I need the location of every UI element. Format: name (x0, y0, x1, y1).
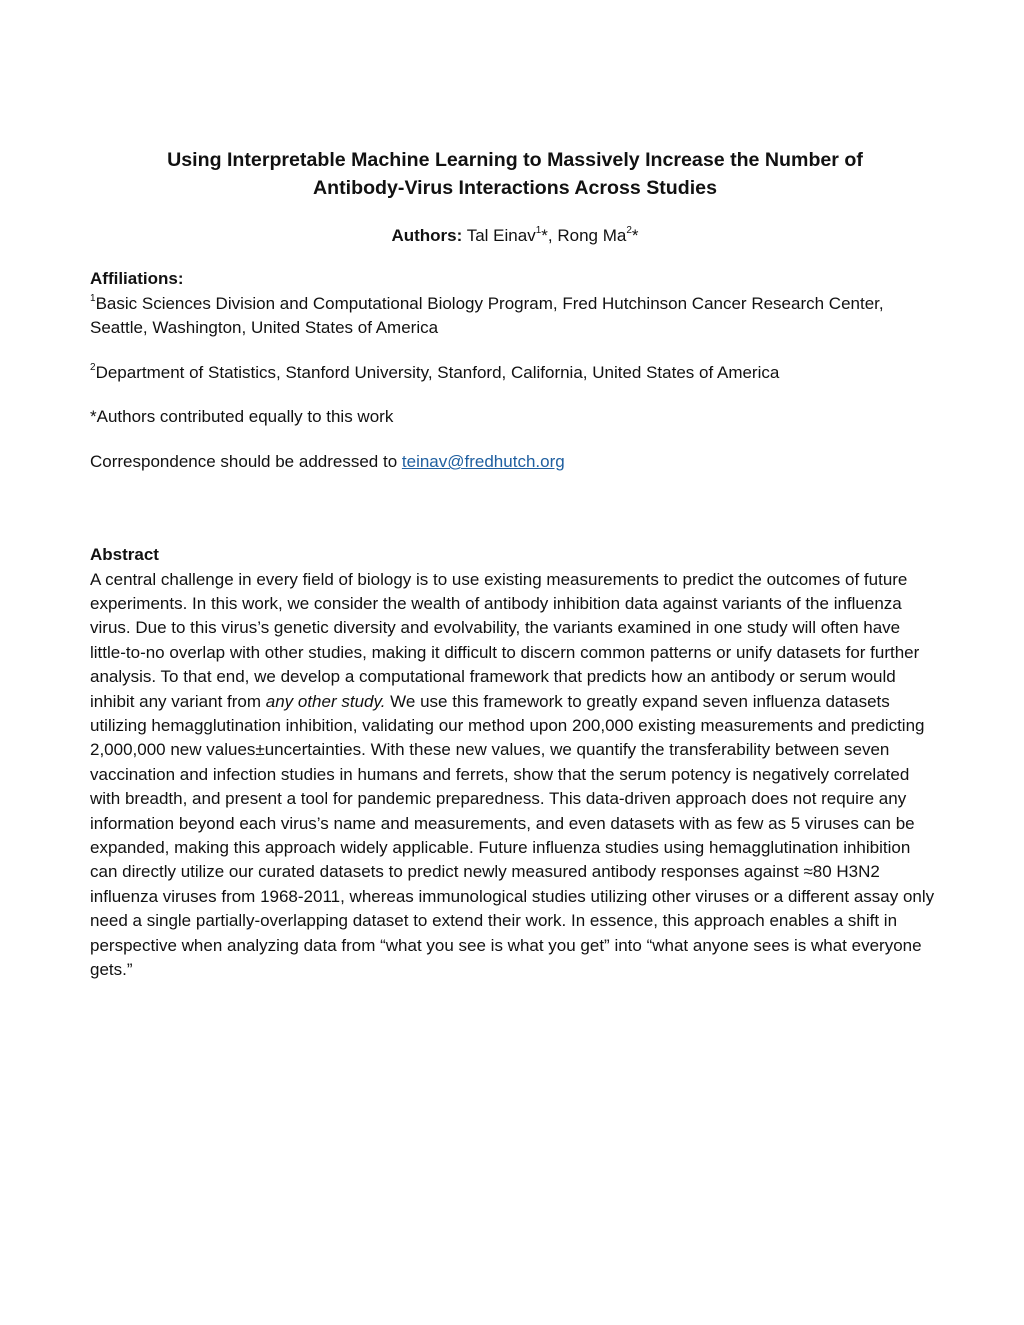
correspondence-email-link[interactable]: teinav@fredhutch.org (401, 452, 565, 471)
abstract-section (90, 543, 940, 983)
correspondence-line (90, 450, 940, 475)
correspondence-text: Correspondence should be addressed to (90, 452, 402, 471)
affiliation-1 (90, 294, 884, 338)
affiliation-2-text: Department of Statistics, Stanford University, Stanford, California, United States of America (95, 363, 780, 382)
author-1-affiliation: 1 (535, 225, 542, 237)
abstract-part-1: A central challenge in every field of biology is to use existing measurements to predict the outcomes of future experiments. In this work, we consider the wealth of antibody inhibition data against variants of the influenza virus. Due to this virus’s genetic diversity and evolvability, the variants examined in one study will often have little-to-no overlap with other studies, making it difficult to discern common patterns or unify datasets for further analysis. To that end, we develop a computational framework that predicts how an antibody or serum would inhibit any variant from (90, 569, 920, 711)
author-2-name: Rong Ma (557, 226, 627, 245)
affiliation-1-number: 1 (90, 292, 96, 304)
author-1-name: Tal Einav (466, 226, 536, 245)
abstract-heading: Abstract (90, 545, 159, 564)
affiliation-2-number: 2 (90, 362, 96, 374)
author-2-affiliation: 2 (626, 225, 632, 237)
author-1-mark: * (541, 226, 548, 245)
abstract-body (90, 568, 940, 983)
paper-title (90, 146, 940, 202)
affiliations-heading: Affiliations: (90, 269, 184, 288)
authors-label: Authors: (391, 226, 463, 245)
affiliations-block (90, 267, 940, 341)
equal-contribution-note: *Authors contributed equally to this work (90, 407, 394, 426)
abstract-italic: any other study. (265, 691, 386, 711)
title-line-1: Using Interpretable Machine Learning to Massively Increase the Number of (167, 149, 863, 171)
authors-line (90, 224, 940, 248)
abstract-part-2: We use this framework to greatly expand seven influenza datasets utilizing hemagglutination inhibition, validating our method upon 200,000 existing measurements and predicting 2,000,000 new values±uncertainties. With these new values, we quantify the transferability between seven vaccination and infection studies in humans and ferrets, show that the serum potency is negatively correlated with breadth, and present a tool for pandemic preparedness. This data-driven approach does not require any information beyond each virus’s name and measurements, and even datasets with as few as 5 viruses can be expanded, making this approach widely applicable. Future influenza studies using hemagglutination inhibition can directly utilize our curated datasets to predict newly measured antibody responses against ≈80 H3N2 influenza viruses from 1968-2011, whereas immunological studies utilizing other viruses or a different assay only need a single partially-overlapping dataset to extend their work. In essence, this approach enables a shift in perspective when analyzing data from “what you see is what you get” into “what anyone sees is what everyone gets.” (90, 691, 935, 980)
title-line-2: Antibody-Virus Interactions Across Studies (313, 177, 717, 199)
affiliation-2 (90, 361, 940, 386)
author-2-mark: * (631, 226, 639, 245)
author-separator: , (547, 226, 558, 245)
affiliation-1-text: Basic Sciences Division and Computational Biology Program, Fred Hutchinson Cancer Research Center, Seattle, Washington, United States of America (90, 293, 884, 338)
